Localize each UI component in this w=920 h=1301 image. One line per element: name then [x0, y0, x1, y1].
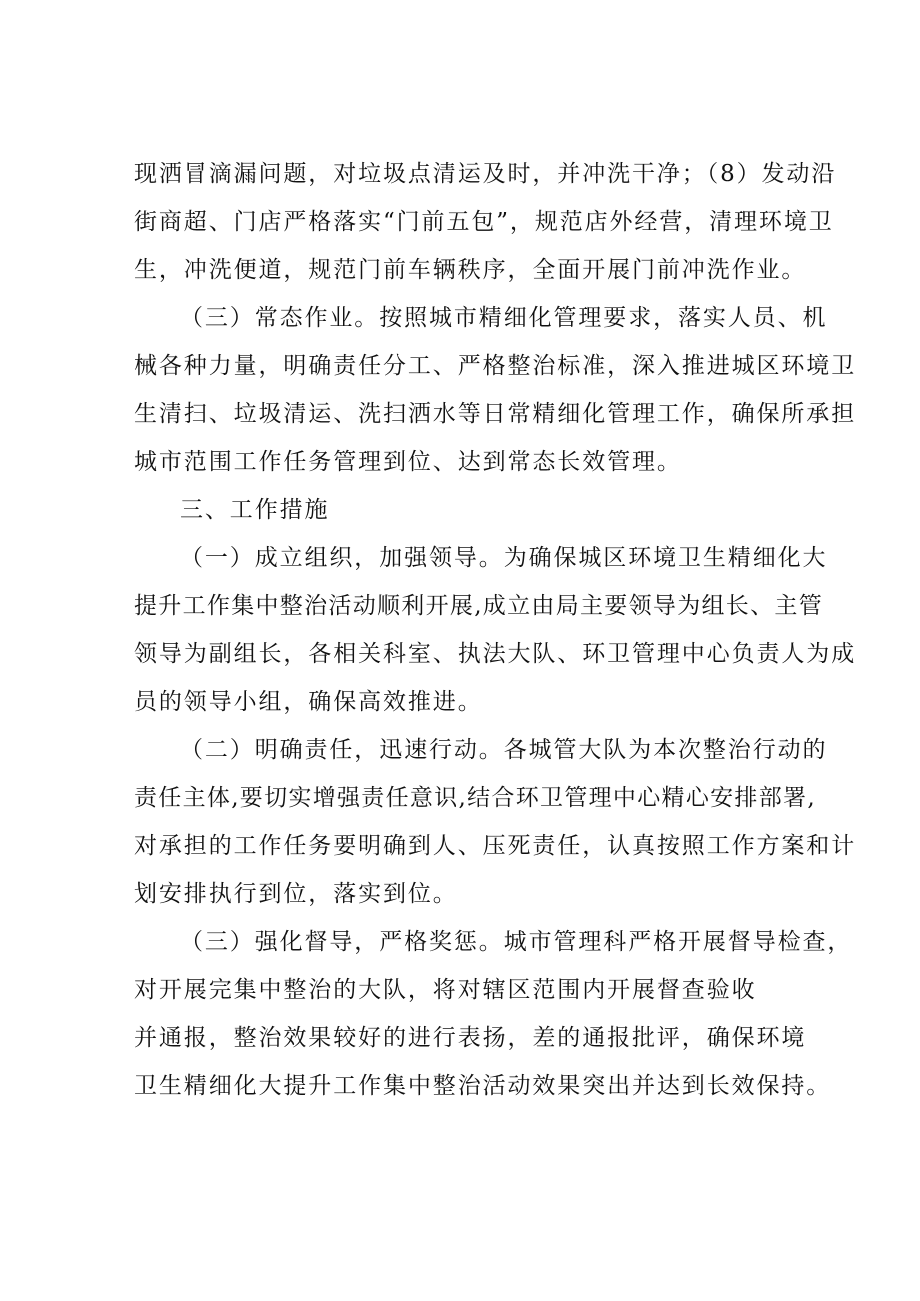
text-line: 街商超、门店严格落实“门前五包”，规范店外经营，清理环境卫	[134, 209, 834, 235]
text-line: 生清扫、垃圾清运、洗扫洒水等日常精细化管理工作，确保所承担	[134, 401, 857, 427]
text-line: 卫生精细化大提升工作集中整治活动效果突出并达到长效保持。	[134, 1073, 832, 1099]
text-line: 划安排执行到位，落实到位。	[134, 881, 458, 907]
text-line: 对开展完集中整治的大队，将对辖区范围内开展督查验收	[134, 977, 757, 1003]
paragraph-start-line: （二）明确责任，迅速行动。各城管大队为本次整治行动的	[180, 737, 828, 763]
section-heading: 三、工作措施	[180, 497, 330, 523]
text-line: 械各种力量，明确责任分工、严格整治标准，深入推进城区环境卫	[134, 353, 857, 379]
text-line: 城市范围工作任务管理到位、达到常态长效管理。	[134, 449, 682, 475]
text-line: 现洒冒滴漏问题，对垃圾点清运及时，并冲洗干净；（8）发动沿	[134, 161, 837, 187]
paragraph-start-line: （三）常态作业。按照城市精细化管理要求，落实人员、机	[180, 305, 828, 331]
text-line: 领导为副组长，各相关科室、执法大队、环卫管理中心负责人为成	[134, 641, 857, 667]
paragraph-start-line: （一）成立组织，加强领导。为确保城区环境卫生精细化大	[180, 545, 828, 571]
text-line: 并通报，整治效果较好的进行表扬，差的通报批评，确保环境	[134, 1025, 807, 1051]
text-line: 员的领导小组，确保高效推进。	[134, 689, 483, 715]
text-line: 责任主体,要切实增强责任意识,结合环卫管理中心精心安排部署,	[134, 785, 816, 811]
text-line: 生，冲洗便道，规范门前车辆秩序，全面开展门前冲洗作业。	[134, 257, 807, 283]
paragraph-start-line: （三）强化督导，严格奖惩。城市管理科严格开展督导检查，	[180, 929, 853, 955]
text-line: 对承担的工作任务要明确到人、压死责任，认真按照工作方案和计	[134, 833, 857, 859]
text-line: 提升工作集中整治活动顺利开展,成立由局主要领导为组长、主管	[134, 593, 824, 619]
